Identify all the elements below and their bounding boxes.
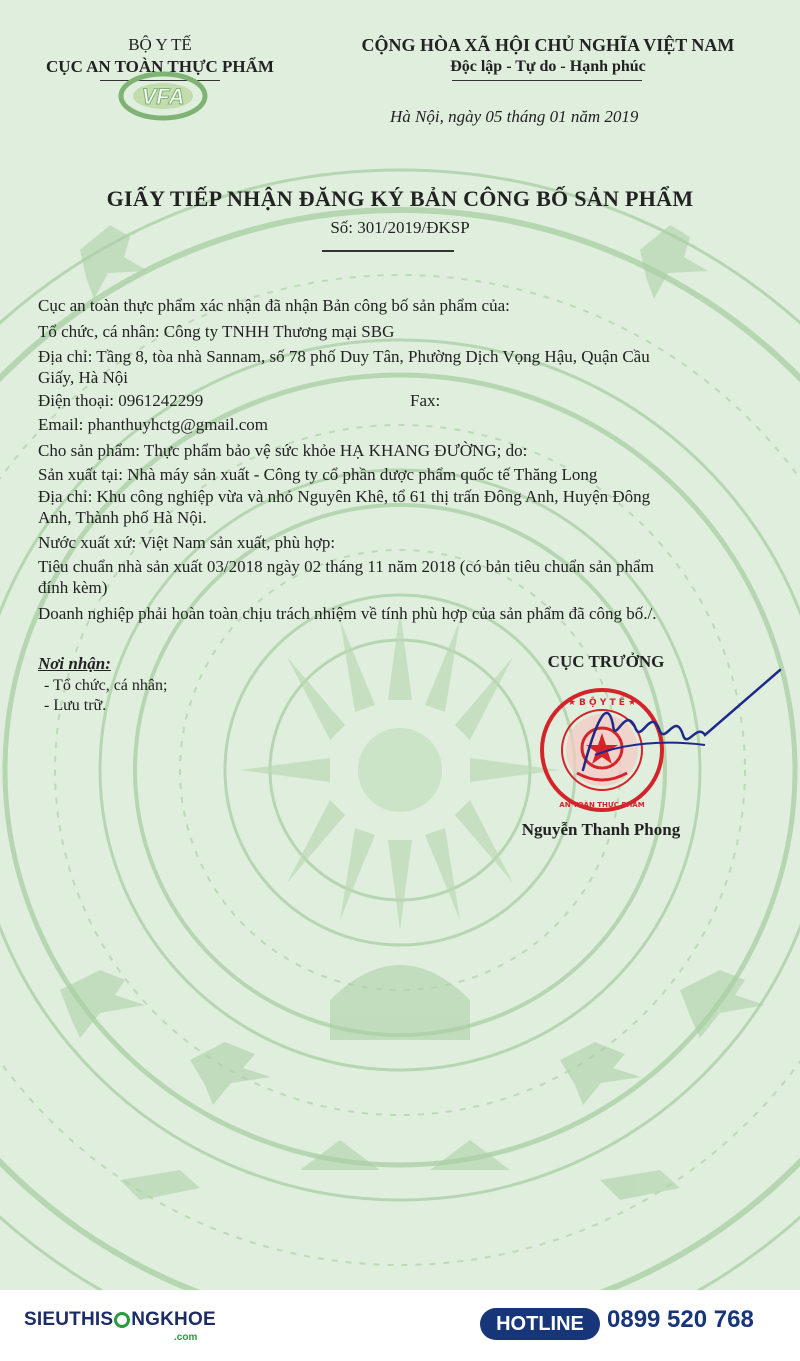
factory-address-line-2: Anh, Thành phố Hà Nội. [38, 508, 207, 527]
title-underline [322, 250, 454, 252]
intro-line: Cục an toàn thực phẩm xác nhận đã nhận Bản công bố sản phẩm của: [38, 296, 510, 315]
fax-line: Fax: [410, 391, 441, 410]
footer-bar [0, 1290, 800, 1361]
national-motto: Độc lập - Tự do - Hạnh phúc [450, 58, 646, 75]
factory-address-line-1: Địa chỉ: Khu công nghiệp vừa và nhỏ Nguyên Khê, tổ 61 thị trấn Đông Anh, Huyện Đông [38, 487, 651, 506]
signature-icon [555, 665, 785, 795]
responsibility-line: Doanh nghiệp phải hoàn toàn chịu trách nhiệm về tính phù hợp của sản phẩm đã công bố./. [38, 604, 657, 623]
vfa-logo [118, 70, 208, 122]
brand-domain: .com [174, 1332, 198, 1343]
origin-line: Nước xuất xứ: Việt Nam sản xuất, phù hợp: [38, 533, 336, 552]
address-line-2: Giấy, Hà Nội [38, 368, 129, 387]
svg-text:AN TOÀN THỰC PHẨM: AN TOÀN THỰC PHẨM [559, 801, 645, 809]
phone-line: Điện thoại: 0961242299 [38, 391, 204, 410]
svg-text:★ B Ộ Y T Ế ★: ★ B Ộ Y T Ế ★ [567, 698, 637, 708]
brand-o-icon [114, 1312, 130, 1328]
vfa-logo-icon [118, 70, 208, 122]
email-line: Email: phanthuyhctg@gmail.com [38, 415, 268, 434]
recipients-label: Nơi nhận: [38, 654, 111, 673]
manufacturer-line: Sản xuất tại: Nhà máy sản xuất - Công ty cổ phần dược phẩm quốc tế Thăng Long [38, 465, 598, 484]
signatory-title: CỤC TRƯỞNG [547, 652, 665, 671]
signer-name: Nguyễn Thanh Phong [521, 820, 681, 839]
national-header [318, 34, 778, 78]
recipient-item: - Tổ chức, cá nhân; [44, 677, 168, 694]
recipient-item: - Lưu trữ. [44, 697, 107, 714]
address-line-1: Địa chỉ: Tầng 8, tòa nhà Sannam, số 78 phố Duy Tân, Phường Dịch Vọng Hậu, Quận Cầu [38, 347, 650, 366]
product-line: Cho sản phẩm: Thực phẩm bảo vệ sức khỏe HẠ KHANG ĐƯỜNG; do: [38, 441, 528, 460]
organization-line: Tổ chức, cá nhân: Công ty TNHH Thương mại SBG [38, 322, 395, 341]
brand-text-end: NGKHOE [131, 1309, 216, 1330]
document-title: GIẤY TIẾP NHẬN ĐĂNG KÝ BẢN CÔNG BỐ SẢN PHẨM [106, 186, 694, 211]
standard-line-2: đính kèm) [38, 578, 108, 597]
brand-logo[interactable] [24, 1309, 216, 1331]
country-name: CỘNG HÒA XÃ HỘI CHỦ NGHĨA VIỆT NAM [361, 35, 735, 55]
hotline-badge[interactable]: HOTLINE [480, 1308, 600, 1340]
brand-text-start: SIEUTHIS [24, 1309, 114, 1330]
standard-line-1: Tiêu chuẩn nhà sản xuất 03/2018 ngày 02 tháng 11 năm 2018 (có bản tiêu chuẩn sản phẩm [38, 557, 654, 576]
handwritten-signature [555, 665, 785, 795]
hotline-number[interactable]: 0899 520 768 [607, 1306, 754, 1333]
motto-underline [452, 80, 642, 81]
vfa-logo-text: VFA [141, 84, 185, 109]
agency-name: CỤC AN TOÀN THỰC PHẨM [46, 57, 274, 76]
document-number: Số: 301/2019/ĐKSP [330, 218, 470, 237]
issue-date: Hà Nội, ngày 05 tháng 01 năm 2019 [390, 107, 639, 126]
ministry-name: BỘ Y TẾ [128, 35, 192, 54]
